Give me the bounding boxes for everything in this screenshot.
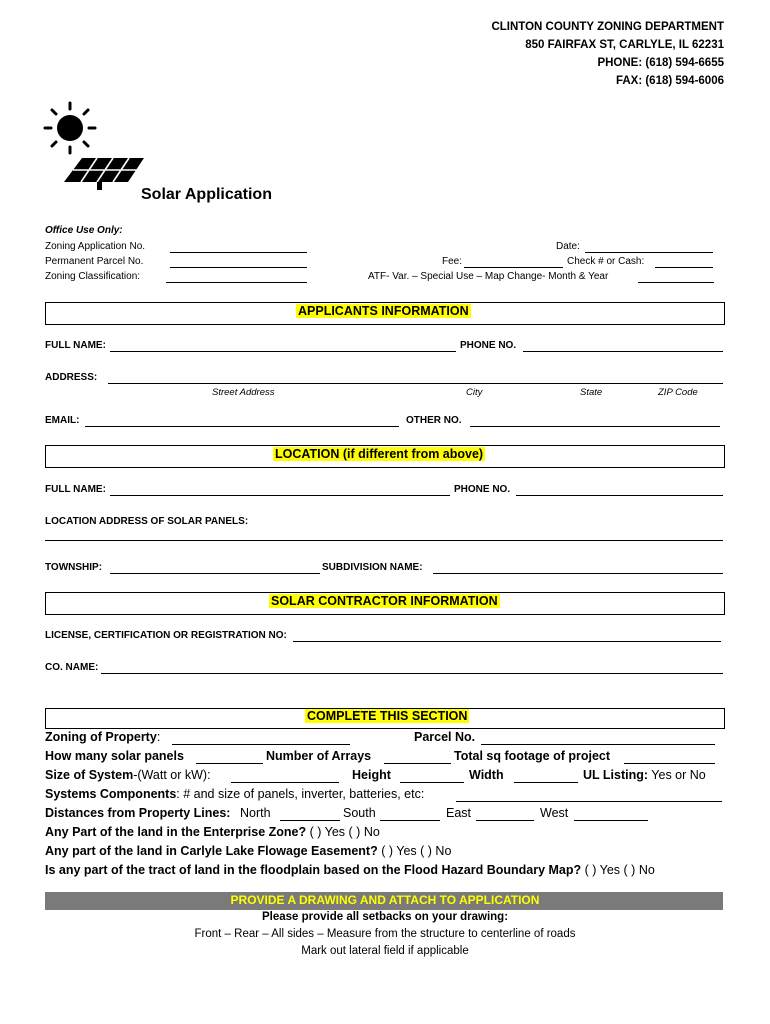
width-label: Width: [469, 768, 504, 782]
ul-row: [583, 766, 706, 785]
enterprise-label: Any Part of the land in the Enterprise Zone?: [45, 825, 307, 839]
location-address-field[interactable]: [45, 540, 723, 541]
solar-panel-icon: [60, 156, 145, 190]
components-desc: : # and size of panels, inverter, batteries, etc:: [176, 787, 425, 801]
zoning-app-label: Zoning Application No.: [45, 241, 146, 252]
lateral-text: Mark out lateral field if applicable: [301, 945, 469, 957]
south-label: South: [343, 806, 376, 820]
solar-panels-label: How many solar panels: [45, 749, 184, 763]
office-use-heading: Office Use Only:: [45, 225, 123, 236]
south-field[interactable]: [380, 820, 440, 821]
west-field[interactable]: [574, 820, 648, 821]
enterprise-row: [45, 823, 380, 842]
distances-label: Distances from Property Lines:: [45, 806, 231, 820]
location-phone-field[interactable]: [516, 495, 723, 496]
city-caption: City: [466, 387, 483, 398]
location-phone-label: PHONE NO.: [454, 484, 511, 495]
carlyle-no[interactable]: ( ) No: [420, 844, 452, 858]
dept-fax: FAX: (618) 594-6006: [615, 75, 724, 87]
west-label: West: [540, 806, 569, 820]
zoning-class-label: Zoning Classification:: [45, 271, 141, 282]
email-label: EMAIL:: [45, 415, 80, 426]
applicant-address-field[interactable]: [108, 383, 723, 384]
applicant-heading: APPLICANTS INFORMATION: [298, 304, 469, 318]
east-label: East: [446, 806, 472, 820]
components-label: Systems Components: [45, 787, 177, 801]
east-field[interactable]: [476, 820, 534, 821]
street-caption: Street Address: [212, 387, 275, 398]
date-field[interactable]: [585, 252, 713, 253]
co-name-field[interactable]: [101, 673, 723, 674]
subdivision-label: SUBDIVISION NAME:: [322, 562, 423, 573]
applicant-phone-field[interactable]: [523, 351, 723, 352]
parcel-label: Permanent Parcel No.: [45, 256, 144, 267]
size-unit: -(Watt or kW):: [133, 768, 211, 782]
zoning-class-field[interactable]: [166, 282, 307, 283]
zoning-row: Zoning of Property:: [45, 730, 161, 744]
width-field[interactable]: [514, 782, 578, 783]
township-label: TOWNSHIP:: [45, 562, 103, 573]
dept-name: CLINTON COUNTY ZONING DEPARTMENT: [491, 21, 724, 33]
height-field[interactable]: [400, 782, 464, 783]
state-caption: State: [580, 387, 603, 398]
sqft-field[interactable]: [624, 763, 715, 764]
north-label: North: [240, 806, 271, 820]
dept-address: 850 FAIRFAX ST, CARLYLE, IL 62231: [525, 39, 724, 51]
location-address-label: LOCATION ADDRESS OF SOLAR PANELS:: [45, 516, 249, 527]
floodplain-no[interactable]: ( ) No: [623, 863, 655, 877]
subdivision-field[interactable]: [433, 573, 723, 574]
location-heading: LOCATION (if different from above): [275, 447, 484, 461]
location-name-label: FULL NAME:: [45, 484, 106, 495]
carlyle-label: Any part of the land in Carlyle Lake Flowage Easement?: [45, 844, 378, 858]
size-field[interactable]: [231, 782, 339, 783]
check-field[interactable]: [655, 267, 713, 268]
dept-phone: PHONE: (618) 594-6655: [597, 57, 724, 69]
contractor-heading: SOLAR CONTRACTOR INFORMATION: [271, 594, 498, 608]
carlyle-yes[interactable]: ( ) Yes: [381, 844, 417, 858]
north-field[interactable]: [280, 820, 340, 821]
parcel-field[interactable]: [170, 267, 307, 268]
height-label: Height: [352, 768, 391, 782]
size-label: Size of System: [45, 768, 134, 782]
measure-text: Front – Rear – All sides – Measure from the structure to centerline of roads: [194, 928, 576, 940]
zoning-property-label: Zoning of Property: [45, 730, 157, 744]
sqft-label: Total sq footage of project: [454, 749, 611, 763]
arrays-field[interactable]: [384, 763, 451, 764]
solar-panels-field[interactable]: [196, 763, 263, 764]
applicant-name-field[interactable]: [110, 351, 456, 352]
zoning-app-field[interactable]: [170, 252, 307, 253]
license-label: LICENSE, CERTIFICATION OR REGISTRATION NO:: [45, 630, 287, 641]
floodplain-yes[interactable]: ( ) Yes: [584, 863, 621, 877]
enterprise-no[interactable]: ( ) No: [348, 825, 380, 839]
components-field[interactable]: [456, 801, 722, 802]
enterprise-yes[interactable]: ( ) Yes: [309, 825, 346, 839]
components-row: [45, 785, 424, 804]
applicant-address-label: ADDRESS:: [45, 372, 98, 383]
page-title: Solar Application: [141, 186, 272, 203]
setbacks-text: Please provide all setbacks on your drawing:: [261, 911, 509, 923]
township-field[interactable]: [110, 573, 320, 574]
sun-icon: [40, 100, 100, 158]
carlyle-row: [45, 842, 451, 861]
ul-yes-or-no[interactable]: Yes or No: [651, 768, 706, 782]
fee-field[interactable]: [464, 267, 563, 268]
other-no-field[interactable]: [470, 426, 720, 427]
zip-caption: ZIP Code: [658, 387, 698, 398]
other-no-label: OTHER NO.: [406, 415, 462, 426]
size-row: [45, 766, 211, 785]
parcel-no-field[interactable]: [481, 744, 715, 745]
license-field[interactable]: [293, 641, 721, 642]
email-field[interactable]: [85, 426, 399, 427]
location-name-field[interactable]: [110, 495, 450, 496]
arrays-label: Number of Arrays: [266, 749, 372, 763]
parcel-no-label: Parcel No.: [414, 730, 476, 744]
co-name-label: CO. NAME:: [45, 662, 99, 673]
atf-field[interactable]: [638, 282, 714, 283]
ul-label: UL Listing:: [583, 768, 649, 782]
drawing-heading: PROVIDE A DRAWING AND ATTACH TO APPLICATION: [230, 893, 540, 907]
date-label: Date:: [556, 241, 580, 252]
zoning-property-field[interactable]: [172, 744, 350, 745]
floodplain-row: [45, 861, 655, 880]
floodplain-label: Is any part of the tract of land in the floodplain based on the Flood Hazard Boundary Map?: [45, 863, 582, 877]
applicant-name-label: FULL NAME:: [45, 340, 106, 351]
fee-label: Fee:: [442, 256, 463, 267]
atf-label: ATF- Var. – Special Use – Map Change- Month & Year: [368, 271, 609, 282]
complete-heading: COMPLETE THIS SECTION: [307, 709, 468, 723]
check-label: Check # or Cash:: [567, 256, 645, 267]
applicant-phone-label: PHONE NO.: [460, 340, 517, 351]
